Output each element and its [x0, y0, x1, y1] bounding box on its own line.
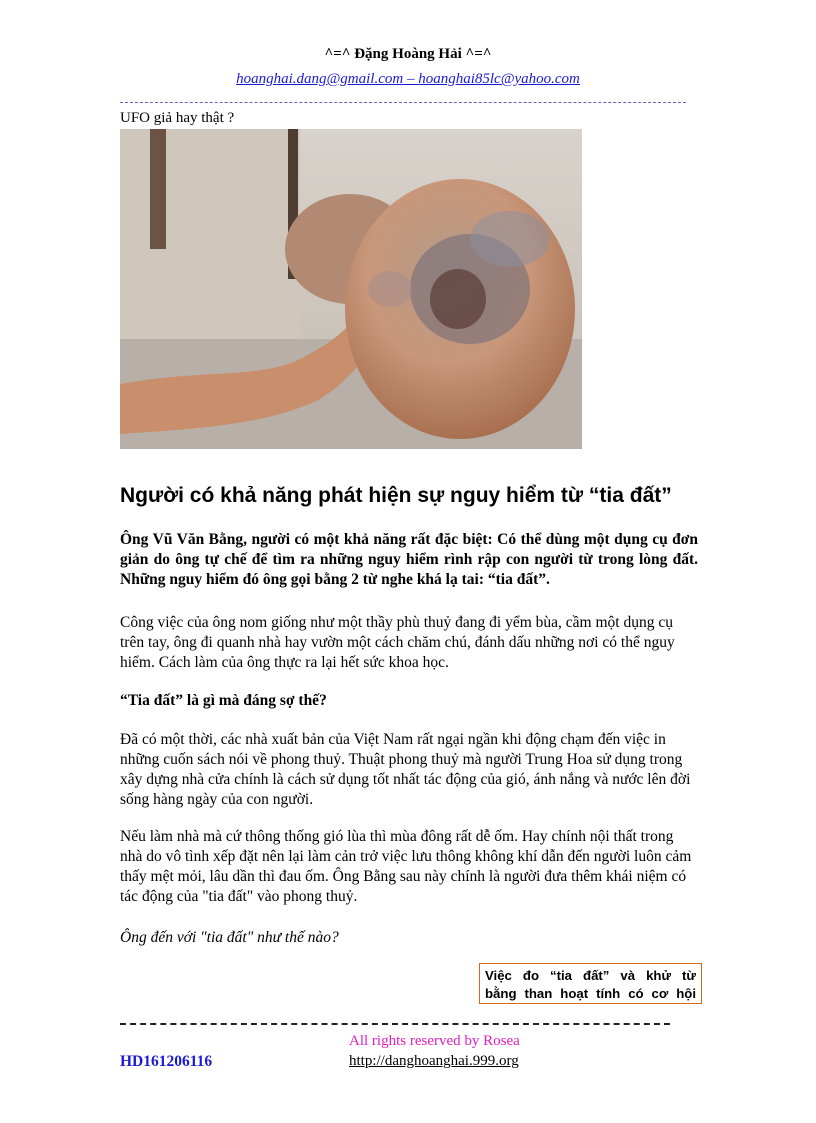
- email-line: [0, 71, 816, 88]
- document-code: HD161206116: [120, 1053, 213, 1070]
- header-divider: [120, 92, 686, 103]
- alien-photo: [120, 129, 582, 449]
- email-link-yahoo[interactable]: hoanghai85lc@yahoo.com: [418, 71, 580, 87]
- next-article-box[interactable]: [479, 963, 702, 1004]
- next-article-line-1: Việc đo “tia đất” và khử từ: [485, 968, 696, 983]
- email-separator: –: [403, 71, 419, 87]
- section-subheading: “Tia đất” là gì mà đáng sợ thế?: [120, 692, 327, 709]
- author-header: ^=^ Đặng Hoàng Hải ^=^: [324, 46, 492, 62]
- next-article-line-2: bằng than hoạt tính có cơ hội: [485, 986, 696, 1001]
- footer-divider: [120, 1017, 670, 1025]
- closing-question: Ông đến với "tia đất" như thế nào?: [120, 929, 339, 946]
- site-url: [349, 1053, 519, 1070]
- site-link[interactable]: http://danghoanghai.999.org: [349, 1053, 519, 1069]
- article-lead: Ông Vũ Văn Bằng, người có một khả năng rất đặc biệt: Có thể dùng một dụng cụ đơn giản do ông tự chế để tìm ra những nguy hiểm rình rập con người từ trong lòng đất. Những nguy hiểm đó ông gọi bằng 2 từ nghe khá lạ tai: “tia đất”.: [120, 531, 698, 588]
- email-link-gmail[interactable]: hoanghai.dang@gmail.com: [236, 71, 404, 87]
- article-title: Người có khả năng phát hiện sự nguy hiểm từ “tia đất”: [120, 484, 672, 507]
- paragraph-2: Đã có một thời, các nhà xuất bản của Việt Nam rất ngại ngần khi động chạm đến việc in những cuốn sách nói về phong thuỷ. Thuật phong thuỷ mà người Trung Hoa sử dụng trong xây dựng nhà cửa chính là cách sử dụng tốt nhất tác động của gió, ánh nắng và nước lên đời sống hàng ngày của con người.: [120, 731, 691, 808]
- paragraph-3: Nếu làm nhà mà cứ thông thống gió lùa thì mùa đông rất dễ ốm. Hay chính nội thất trong nhà do vô tình xếp đặt nên lại làm cản trở việc lưu thông không khí dẫn đến người luôn cảm thấy mệt mỏi, lâu dần thì đau ốm. Ông Bằng sau này chính là người đưa thêm khái niệm có tác động của "tia đất" vào phong thuỷ.: [120, 828, 692, 905]
- paragraph-1: Công việc của ông nom giống như một thầy phù thuỷ đang đi yểm bùa, cầm một dụng cụ trên tay, ông đi quanh nhà hay vườn một cách chăm chú, đánh dấu những nơi có thể nguy hiểm. Cách làm của ông thực ra lại hết sức khoa học.: [120, 614, 675, 671]
- photo-caption: UFO giả hay thật ?: [120, 110, 235, 126]
- rights-notice: All rights reserved by Rosea: [349, 1033, 520, 1049]
